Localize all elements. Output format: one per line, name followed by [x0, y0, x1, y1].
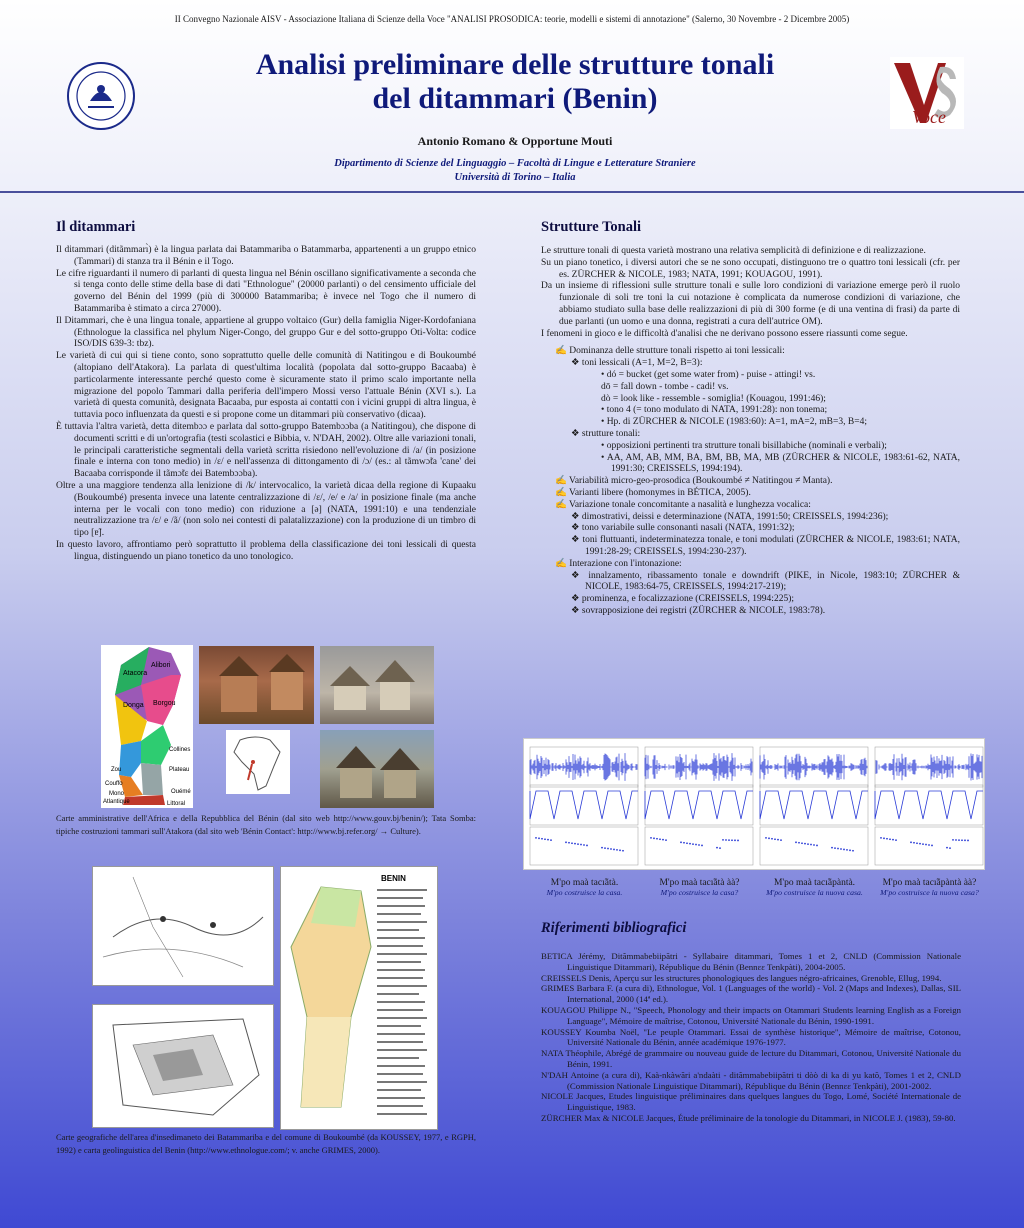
pitch-point [659, 838, 661, 840]
pitch-point [583, 844, 585, 846]
pitch-point [686, 842, 688, 844]
paragraph: Il Ditammari, che è una lingua tonale, appartiene al gruppo voltaico (Gur) della famiglia Niger-Kordofaniana (Ethnologue la classifica nel phylum Niger-Congo, del gruppo Gur e del sotto-gruppo Oti-Volta: codice ISO/DIS 639-3: tbz). [56, 315, 476, 350]
pitch-point [889, 838, 891, 840]
references-heading: Riferimenti bibliografici [541, 920, 687, 936]
pitch-point [577, 843, 579, 845]
africa-map [226, 730, 290, 794]
pitch-point [619, 849, 621, 851]
list-item: ✍ Interazione con l'intonazione: [555, 558, 682, 569]
photo-village [320, 646, 434, 724]
pitch-point [883, 837, 885, 839]
pitch-point [834, 847, 836, 849]
paragraph: Le varietà di cui qui si tiene conto, sono soprattutto quelle delle comunità di Natitingou e di Boukoumbé (altopiano dell'Atakora). La parlata di quest'ultima località (popolata dal sotto-gruppo Bacaaba) è particolarmente interessante perché questo come è sicuramente stato il primo scalo importante nella migrazione del popolo Tammari dalla periferia dell'impero Mossi verso l'attuale Bénin (XVI s.). La varietà di questa comunità, designata Bacaaba, pur esposta ai contatti con i vicini gruppi di altra lingua, è tuttavia poco influenzata da questi e si propone come un ditammari più conservativo (dicaa). [56, 351, 476, 421]
reference-item: CREISSELS Denis, Aperçu sur les structures phonologiques des langues négro-africaines, Grenoble, Ellug, 1994. [541, 972, 942, 983]
intensity-curve [760, 791, 868, 819]
list-item: ✍ Dominanza delle strutture tonali rispetto ai toni lessicali: [555, 346, 785, 357]
reference-item: GRIMES Barbara F. (a cura di), Ethnologue, Vol. 1 (Languages of the world) - Vol. 2 (Maps and Indexes), Dallas, SIL International, 2000 (14ª ed.). [541, 983, 961, 1005]
list-item: ❖ toni lessicali (A=1, M=2, B=3): [571, 358, 703, 369]
pitch-point [952, 839, 954, 841]
section-heading-ditammari: Il ditammari [56, 219, 136, 235]
pitch-point [650, 837, 652, 839]
pitch-point [810, 844, 812, 846]
pitch-point [586, 845, 588, 847]
pitch-point [964, 839, 966, 841]
pitch-point [535, 837, 537, 839]
list-item: ❖ tono variabile sulle consonanti nasali (NATA, 1991:32); [571, 523, 795, 534]
pitch-point [610, 848, 612, 850]
list-item: dō = fall down - tombe - cadi! vs. [601, 381, 729, 392]
caption-geo-maps: Carte geografiche dell'area d'insedimaneto dei Batammariba e del comune di Boukoumbé (da KOUSSEY, 1977, e RGPH, 1992) e carta geolinguistica del Benin (http://www.ethnologue.com/; v. anche GRIMES, 2000). [56, 1132, 476, 1155]
speech-caption [642, 878, 757, 897]
reference-item: ZÜRCHER Max & NICOLE Jacques, Étude préliminaire de la tonologie du Ditammari, in NICOLE J. (1983), 59-80. [541, 1112, 956, 1123]
reference-item: NICOLE Jacques, Etudes linguistique préliminaires dans quelques langues du Togo, Lomé, Société Internationale de Linguistique, 1983. [541, 1091, 961, 1113]
intensity-curve [530, 791, 638, 819]
pitch-point [831, 847, 833, 849]
reference-item: KOUAGOU Philippe N., "Speech, Phonology and their impacts on Otammari Students learning English as a Foreign Language", Mémoire de maîtrise, Cotonou, Université Nationale du Bénin, 1990-1991. [541, 1004, 961, 1026]
list-item: ❖ strutture tonali: [571, 428, 641, 439]
map-label: Couffo [105, 781, 123, 787]
pitch-point [731, 839, 733, 841]
waveform [645, 753, 752, 781]
speech-captions [527, 878, 987, 897]
pitch-point [916, 842, 918, 844]
pitch-point [849, 849, 851, 851]
list-item: • dó = bucket (get some water from) - puise - attingi! vs. [601, 369, 816, 380]
speech-panel [760, 747, 868, 865]
paragraph: Le cifre riguardanti il numero di parlanti di questa lingua nel Bénin oscillano significativamente a seconda che si tenga conto delle stime della base di dati "Ethnologue" (20000 parlanti) o del censimento ufficiale del governo del Bénin del 1999 (più di 300000 Batammariba; è invece nel Togo che il numero di Batammariba è stimato a circa 27000). [56, 268, 476, 314]
caption-admin-maps: Carte amministrative dell'Africa e della Repubblica del Bénin (dal sito web http://www.gouv.bj/benin/); Tata Somba: tipiche costruzioni tammari sull'Atakora (dal sito web 'Bénin Contact': http://www.bj.refer.org/ → Culture). [56, 813, 476, 836]
pitch-point [774, 838, 776, 840]
tonal-structures-text [541, 246, 960, 618]
pitch-point [701, 845, 703, 847]
list-item: ✍ Variazione tonale concomitante a nasalità e lunghezza vocalica: [555, 499, 811, 510]
settlement-map [92, 866, 274, 986]
affiliation-line-2: Università di Torino – Italia [454, 172, 576, 183]
pitch-point [734, 839, 736, 841]
pitch-point [722, 839, 724, 841]
pitch-point [931, 845, 933, 847]
pitch-point [716, 847, 718, 849]
speech-panel [645, 747, 753, 865]
map-label: Plateau [169, 767, 190, 773]
pitch-point [571, 842, 573, 844]
pitch-point [801, 842, 803, 844]
pitch-point [913, 842, 915, 844]
pitch-point [813, 844, 815, 846]
utterance-gloss: M'po costruisce la nuova casa? [880, 888, 979, 897]
authors: Antonio Romano & Opportune Mouti [417, 134, 613, 148]
paragraph: In questo lavoro, affrontiamo però soprattutto il problema della classificazione dei toni lessicali di questa lingua, distinguendo un piano tonetico da uno tonologico. [56, 539, 476, 562]
speech-analysis-figure [523, 738, 985, 870]
utterance: M'po maà tacı̃ãpàntà. [773, 878, 856, 888]
pitch-point [604, 847, 606, 849]
photo-tata-somba-2 [320, 730, 434, 808]
paragraph: Da un insieme di riflessioni sulle strutture tonali e sulle loro condizioni di variazione emerge però il ruolo funzionale di soli tre toni la cui notazione è complicata da numerose condizioni di variazione, che abbiamo studiato sulla base delle realizzazioni di più di 300 forme (e di una ventina di frasi) da parte di due parlanti (un uomo e una donna, registrati a cura dell'autrice OM). [541, 281, 960, 327]
pitch-point [719, 847, 721, 849]
pitch-point [843, 849, 845, 851]
pitch-point [910, 841, 912, 843]
pitch-point [544, 838, 546, 840]
pitch-point [780, 839, 782, 841]
affiliation [200, 157, 830, 185]
reference-item: N'DAH Antoine (a cura di), Kaà-nkàwãri a'ndaàti - ditãmmabebiipãtri ti dòò di ka di yu katõ, Tomes 1 et 2, CNLD (Commission Nationale Linguistique Ditammari), République du Bénin (Bennɛɛ Tenkpàti), 2001-2002. [541, 1069, 961, 1091]
map-label: Zou [111, 767, 122, 773]
utterance: M'po maà tacı̃ãpàntà àà? [882, 878, 977, 888]
left-column [56, 219, 476, 564]
language-map-title: BENIN [381, 874, 406, 883]
pitch-point [728, 839, 730, 841]
pitch-point [928, 844, 930, 846]
list-item: • tono 4 (= tono modulato di NATA, 1991:28): non tonema; [601, 405, 828, 416]
pitch-point [547, 839, 549, 841]
pitch-point [955, 839, 957, 841]
list-item: ❖ dimostrativi, deissi e determinazione (NATA, 1991:50; CREISSELS, 1994:236); [571, 511, 889, 522]
waveform [760, 754, 867, 781]
pitch-point [961, 839, 963, 841]
reference-item: KOUSSEY Koumba Noël, "Le peuple Otammari. Essai de synthèse historique", Mémoire de maîtrise, Cotonou, Université Nationale du Bénin, année académique 1976-1977. [541, 1026, 961, 1048]
voce-logo [890, 57, 964, 129]
conference-line: II Convegno Nazionale AISV - Associazione Italiana di Scienze della Voce "ANALISI PROSODICA: teorie, modelli e sistemi di annotazione" (Salerno, 30 Novembre - 2 Dicembre 2005) [174, 14, 850, 24]
pitch-point [607, 848, 609, 850]
reference-item: NATA Théophile, Abrégé de grammaire ou nouveau guide de lecture du Ditammari, Cotonou, Université Nationale du Bénin, 1991. [541, 1048, 961, 1069]
pitch-point [925, 844, 927, 846]
header-divider [0, 191, 1024, 193]
logo-text: Voce [912, 107, 946, 127]
pitch-point [949, 847, 951, 849]
intensity-curve [645, 791, 753, 819]
pitch-point [653, 837, 655, 839]
pitch-point [616, 849, 618, 851]
pitch-point [919, 843, 921, 845]
map-label: Atacora [123, 670, 148, 677]
photo-tata-somba-1 [199, 646, 314, 724]
reference-item: BETICA Jérémy, Ditãmmabebiipãtri - Syllabaire ditammari, Tomes 1 et 2, CNLD (Commission Nationale Linguistique Ditammari), République du Bénin (Bennɛɛ Tenkpàti), 2004-2005. [541, 951, 961, 972]
affiliation-line-1: Dipartimento di Scienze del Linguaggio – Facoltà di Lingue e Letterature Straniere [334, 158, 696, 169]
pitch-point [765, 837, 767, 839]
pitch-point [768, 837, 770, 839]
map-label: Donga [123, 702, 144, 709]
pitch-point [574, 843, 576, 845]
list-item: ❖ innalzamento, ribassamento tonale e downdrift (PIKE, in Nicole, 1983:10; ZÜRCHER & NICOLE, 1983:64-75, CREISSELS, 1994:217-219); [571, 570, 960, 593]
boukoumbe-map [92, 1004, 274, 1128]
map-label: Collines [169, 747, 191, 753]
map-label: Borgou [153, 700, 176, 707]
list-item: ✍ Variabilità micro-geo-prosodica (Boukoumbé ≠ Natitingou ≠ Manta). [555, 476, 833, 487]
waveform [530, 753, 637, 781]
university-seal [66, 61, 136, 131]
pitch-point [601, 847, 603, 849]
speech-panel [875, 747, 983, 865]
pitch-point [946, 847, 948, 849]
paragraph: Le strutture tonali di questa varietà mostrano una relativa semplicità di definizione e di realizzazione. [541, 246, 926, 256]
list-item: • AA, AM, AB, MM, BA, BM, BB, MA, MB (ZÜRCHER & NICOLE, 1983:61-62, NATA, 1991:30; CREISSELS, 1994:194). [601, 452, 960, 475]
pitch-point [565, 841, 567, 843]
pitch-point [922, 843, 924, 845]
pitch-point [680, 841, 682, 843]
pitch-point [777, 839, 779, 841]
pitch-point [725, 839, 727, 841]
title-line-1: Analisi preliminare delle strutture tonali [255, 48, 775, 81]
paragraph: I fenomeni in gioco e le difficoltà d'analisi che ne derivano possono essere riassunti come segue. [541, 328, 908, 339]
utterance-gloss: M'po costruisce la casa. [546, 888, 623, 897]
pitch-point [807, 843, 809, 845]
pitch-point [683, 842, 685, 844]
pitch-point [698, 844, 700, 846]
utterance-gloss: M'po costruisce la casa? [660, 888, 739, 897]
pitch-point [880, 837, 882, 839]
pitch-point [886, 838, 888, 840]
references-section [541, 920, 961, 1124]
poster-title [200, 48, 830, 116]
pitch-point [541, 838, 543, 840]
waveform [875, 753, 982, 780]
pitch-point [580, 844, 582, 846]
pitch-point [895, 839, 897, 841]
map-label: Littoral [167, 801, 186, 807]
map-label: Atlantique [103, 799, 130, 805]
right-column [541, 219, 960, 618]
map-label: Alibori [151, 662, 171, 669]
language-map-benin [280, 866, 438, 1130]
utterance-gloss: M'po costruisce la nuova casa. [766, 888, 863, 897]
pitch-point [737, 840, 739, 842]
pitch-point [958, 839, 960, 841]
speech-caption [527, 878, 642, 897]
section-heading-strutture-tonali: Strutture Tonali [541, 219, 642, 235]
benin-admin-map [101, 645, 193, 808]
paragraph: Su un piano tonetico, i diversi autori che se ne sono occupati, distinguono tre o quattro toni lessicali (cfr. per es. ZÜRCHER & NICOLE, 1983; NATA, 1991; KOUAGOU, 1991). [541, 257, 960, 280]
pitch-point [852, 850, 854, 852]
list-item: ❖ sovrapposizione dei registri (ZÜRCHER & NICOLE, 1983:78). [571, 605, 826, 616]
pitch-point [892, 839, 894, 841]
list-item: • Hp. di ZÜRCHER & NICOLE (1983:60): A=1, mA=2, mB=3, B=4; [601, 417, 867, 428]
speech-panel [530, 747, 638, 865]
title-line-2: del ditammari (Benin) [372, 82, 658, 115]
pitch-point [695, 844, 697, 846]
pitch-point [798, 842, 800, 844]
pitch-point [662, 839, 664, 841]
map-label: Mono [109, 791, 125, 797]
tonal-phenomena-list [541, 346, 960, 617]
pitch-point [846, 849, 848, 851]
speech-caption [872, 878, 987, 897]
pitch-point [665, 839, 667, 841]
list-item: ❖ toni fluttuanti, indeterminatezza tonale, e toni modulati (ZÜRCHER & NICOLE, 1983:61; NATA, 1991:28-29; CREISSELS, 1994:230-237). [571, 535, 960, 557]
intensity-curve [875, 791, 983, 819]
map-label: Ouémé [171, 789, 191, 795]
utterance: M'po maà tacı̃ãtà àà? [659, 878, 740, 888]
list-item: dò = look like - ressemble - somiglia! (Kouagou, 1991:46); [601, 393, 826, 404]
pitch-point [689, 843, 691, 845]
utterance: M'po maà tacı̃ãtà. [550, 878, 619, 888]
pitch-point [816, 845, 818, 847]
pitch-point [568, 842, 570, 844]
pitch-point [692, 843, 694, 845]
paragraph: Il ditammari (ditãmmarı̀) è la lingua parlata dai Batammariba o Batammarba, appartenenti a un gruppo etnico (Tammari) di stanza tra il Bénin e il Togo. [56, 245, 476, 267]
pitch-point [967, 840, 969, 842]
paragraph: Oltre a una maggiore tendenza alla lenizione di /k/ intervocalico, la varietà dicaa della regione di Kupaaku (Boukoumbé) presenta invece una latente centralizzazione di /ɛ/, /e/ e /a/ in posizione finale (ma anche interna per le vocali con tono medio) con riduzione a [ə] (NATA, 1991:10) e una tendenziale neutralizzazione tra /ɛ/ e /ã/ (non solo nei contesti di palatalizzazione) con la produzione di un timbro di tipo [ɐ̃]. [56, 480, 476, 539]
ditammari-text [56, 245, 476, 564]
paragraph: È tuttavia l'altra varietà, detta ditembɔɔ e parlata dal sotto-gruppo Batembɔɔba (a Natitingou), che dispone di documenti scritti e di un'ortografia (testi scolastici e Bibbia, v. N'DAH, 2002). Oltre alle variazioni tonali, le principali caratteristiche segmentali della varietà scritta risiedono nell'evoluzione di /a/ (in posizione finale e interna con tono medio) in /ɛ/ e nell'assenza di dittongamento di /ɔ/ (es.: al tãmwɔ̃ta 'cane' dei Bacaaba corrisponde il tãmɔ̃tɛ dei Batembɔɔba). [56, 421, 476, 480]
pitch-point [804, 843, 806, 845]
pitch-point [613, 849, 615, 851]
references-list [541, 951, 961, 1124]
speech-caption [757, 878, 872, 897]
pitch-point [840, 848, 842, 850]
pitch-point [837, 848, 839, 850]
pitch-point [622, 850, 624, 852]
list-item: • opposizioni pertinenti tra strutture tonali bisillabiche (nominali e verbali); [601, 440, 887, 451]
list-item: ❖ prominenza, e focalizzazione (CREISSELS, 1994:225); [571, 594, 794, 605]
pitch-point [771, 838, 773, 840]
list-item: ✍ Varianti libere (homonymes in BÉTICA, 2005). [555, 487, 751, 498]
pitch-point [656, 838, 658, 840]
pitch-point [795, 841, 797, 843]
pitch-point [550, 839, 552, 841]
pitch-point [538, 837, 540, 839]
